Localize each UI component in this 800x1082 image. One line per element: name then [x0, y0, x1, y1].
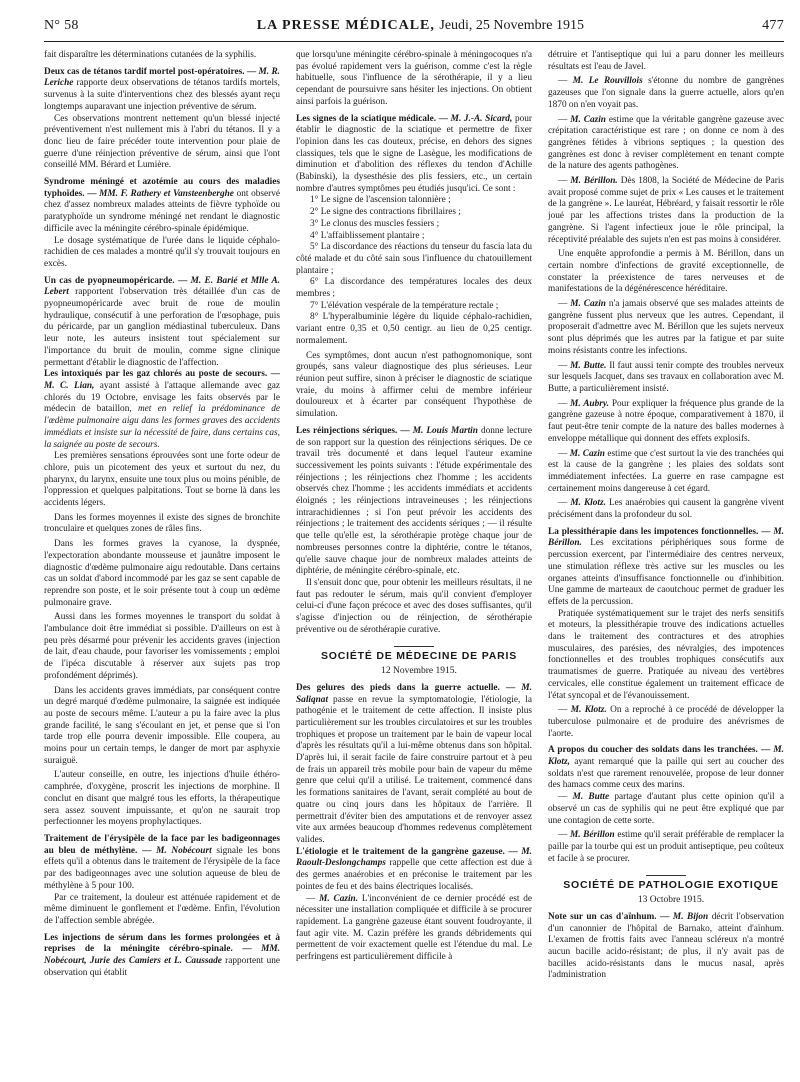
paragraph-text: Dès 1808, la Société de Médecine de Paris avait proposé comme sujet de prix « Les causes et le traitement de la gangrène ». Le lauréat, Hébréard, y faisait ressortir le rôle joué par les affections tristes dans la production de la gangrène. Si l'agent infectieux joue le rôle principal, la réceptivité préalable des sujets n'en est pas moins à considérer. — [548, 176, 784, 245]
column-2 — [296, 50, 532, 1080]
page-header — [44, 18, 784, 40]
list-item: 1° Le signe de l'ascension talonnière ; — [310, 195, 451, 206]
paragraph: rapportent l'observation très détaillée d'un cas de pyopneumopéricarde avec bruit de roue de moulin hydraulique, consécutif à une perforation de l'œsophage, puis du péricarde, par un ganglion médiastinal tuberculeux. Dans leur note, les auteurs insistent tout spécialement sur l'importance du bruit de moulin, comme signe clinique permettant d'établir le diagnostic de l'affection. — [44, 287, 280, 368]
paragraph-text: estime qu'il serait préférable de remplacer la paille par la tourbe qui est un produit antiseptique, peu coûteux et facile à se procurer. — [548, 830, 784, 864]
paragraph: Dans les accidents graves immédiats, par conséquent contre un degré marqué d'œdème pulmonaire, la saignée est indiquée au poste de secours même. L'auteur a pu la faire avec la plus grande facilité, le sang s'écoulant en jet, et pense que si l'on tarde trop elle pourra devenir impossible. Elle coupera, au moins pour un certain temps, le danger de mort par asphyxie suraiguë. — [44, 685, 280, 766]
article-heading: Les intoxiqués par les gaz chlorés au poste de secours. — M. C. Lian, ayant assisté à l'attaque allemande avec gaz chlorés du 19 Octobre, envisage les faits observés par le médecin de bataillon, met en relief la prédominance de l'œdème pulmonaire aigu dans les formes graves des accidents immédiats et insiste sur la nécessité de faire, dans certains cas, la saignée au poste de secours. — [44, 369, 280, 450]
paragraph: — M. Le Rouvillois s'étonne du nombre de gangrènes gazeuses que l'on signale dans la guerre actuelle, alors qu'en 1870 on n'en voyait pas. — [548, 76, 784, 110]
paragraph: rapporte deux observations de tétanos tardifs mortels, survenus à la suite d'interventions chez des blessés ayant reçu longtemps auparavant une injection préventive de sérum. — [44, 78, 280, 112]
article-heading: L'étiologie et le traitement de la gangrène gazeuse. — M. Raoult-Deslongchamps rappelle que cette affection est due à des germes anaérobies et en préconise le traitement par les pointes de feu et des bains électriques localisés. — [296, 846, 532, 892]
paragraph-text: estime que c'est surtout la vie des tranchées qui est la cause de la gangrène ; les plaies des soldats sont immédiatement infectées. La guerre en rase campagne est certainement moins dangereuse à cet égard. — [548, 448, 784, 494]
paragraph: rappelle que cette affection est due à des germes anaérobies et en préconise le traitement par les pointes de feu et des bains électriques localisés. — [296, 858, 532, 892]
section-divider — [646, 875, 686, 876]
paragraph: L'auteur conseille, en outre, les injections d'huile éthéro-camphrée, d'oxygène, proscrit les injections de morphine. Il conclut en disant que malgré tous les efforts, la thérapeutique sera assez souvent impuissante, et qu'on ne saurait trop perfectionner les moyens prophylactiques. — [44, 770, 280, 828]
paragraph-text: estime que la véritable gangrène gazeuse avec crépitation caractéristique est rare ; on donne ce nom à des gangrènes fétides à vibrions septiques ; la question des gangrènes est donc à reviser complètement en tenant compte de la nature des agents pathogènes. — [548, 114, 784, 172]
society-date: 12 Novembre 1915. — [381, 666, 457, 677]
issue-number: N° 58 — [44, 18, 79, 33]
article-title: Deux cas de tétanos tardif mortel post-opératoires. — [44, 66, 245, 77]
article-title: Note sur un cas d'aïnhum. — [548, 911, 657, 922]
article-author: M. Bérillon. — [548, 526, 784, 549]
speaker: M. Butte. — [570, 360, 607, 371]
article-title: La plessithérapie dans les impotences fonctionnelles. — [548, 526, 759, 537]
article-author: M. R. Leriche — [44, 66, 280, 89]
paragraph: ayant remarqué que la paille qui sert au coucher des soldats n'est que rarement renouvelée, propose de leur donner des hamacs comme ceux des marins. — [548, 757, 784, 791]
society-date: 13 Octobre 1915. — [637, 895, 705, 906]
article-author: M. J.-A. Sicard, — [450, 113, 513, 124]
paragraph: Dans les formes moyennes il existe des signes de bronchite tronculaire et quelques zones de râles fins. — [44, 512, 280, 535]
page-number: 477 — [762, 18, 784, 33]
list-item: 8° L'hyperalbuminie légère du liquide céphalo-rachidien, variant entre 0,35 et 0,50 centigr. au lieu de 0,25 centigr. normalement. — [296, 312, 532, 346]
speaker: M. Butte — [572, 792, 610, 803]
paragraph: Pratiquée systématiquement sur le trajet des nerfs sensitifs et moteurs, la plessithérapie trouve des indications actuelles dans le traitement des contractures et des atrophies musculaires, des parésies, des névralgies, des impotences fonctionnelles et des troubles trophiques consécutifs aux traumatismes de guerre. Pratiquée au niveau des vertèbres cervicales, elle constitue également un traitement efficace de l'état syncopal et de l'évanouissement. — [548, 608, 784, 701]
paragraph: — M. Aubry. Pour expliquer la fréquence plus grande de la gangrène gazeuse à notre époque, comparativement à 1870, il faut peut-être tenir compte de la nature des balles modernes à enveloppe métallique qui donnent des effets explosifs. — [548, 398, 784, 444]
paragraph: fait disparaître les déterminations cutanées de la syphilis. — [44, 50, 257, 60]
paragraph: Les premières sensations éprouvées sont une forte odeur de chlore, puis un picotement des yeux et surtout du nez, du pharynx, du larynx, ensuite une toux plus ou moins pénible, de l'oppression et quelques palpitations. Tout se borne là dans les accidents légers. — [44, 451, 280, 509]
article-title: L'étiologie et le traitement de la gangrène gazeuse. — [296, 846, 505, 857]
paragraph-text: Il faut aussi tenir compte des troubles nerveux sur lesquels Jacquet, dans ses travaux en collaboration avec M. Butte, a particulièrement insisté. — [548, 360, 784, 394]
paragraph: Par ce traitement, la douleur est atténuée rapidement et de même diminuent le gonflement et l'œdème. Enfin, l'évolution de l'affection semble abrégée. — [44, 892, 280, 926]
paragraph: Il s'ensuit donc que, pour obtenir les meilleurs résultats, il ne faut pas redouter le sérum, mais qu'il convient d'employer celui-ci d'une façon précoce et avec des doses suffisantes, qu'il s'agisse d'injection ou de réinjection, de sérothérapie préventive ou de sérothérapie curative. — [296, 577, 532, 635]
speaker: M. Cazin — [569, 448, 605, 459]
article-heading: Traitement de l'érysipèle de la face par les badigeonnages au bleu de méthylène. — M. Nobécourt signale les bons effets qu'il a obtenus dans le traitement de l'érysipèle de la face par des badigeonnages avec une solution aqueuse de bleu de méthylène à 5 pour 100. — [44, 834, 280, 891]
paragraph: Les excitations périphériques sous forme de percussion exercent, par l'intermédiaire des centres nerveux, une stimulation réflexe très active sur les muscles ou les organes atteints d'insuffisance fonctionnelle ou d'inhibition. Une gamme de marteaux de caoutchouc permet de graduer les effets de la percussion. — [548, 538, 784, 607]
article-author: M. Raoult-Deslongchamps — [296, 846, 532, 869]
paragraph-text: n'a jamais observé que ses malades atteints de gangrène fussent plus nerveux que les autres. Cependant, il proposerait d'admettre avec M. Bérillon que les sujets nerveux sont plus déprimés que les autres par la fatigue et par suite moins résistants contre les infections. — [548, 299, 784, 356]
speaker: M. Cazin. — [319, 893, 359, 904]
article-heading: Les signes de la sciatique médicale. — M. J.-A. Sicard, pour établir le diagnostic de la sciatique et permettre de fixer l'opinion dans les cas douteux, précise, en dehors des signes classiques, tels que le signe de Lasègue, les modifications de diminution et d'abolition des réflexes du tendon d'Achille (Babinski), la dysesthésie des plis fessiers, etc., un certain nombre d'autres symptômes peu étudiés jusqu'ici. Ce sont : — [296, 113, 532, 194]
paragraph: — M. Cazin estime que la véritable gangrène gazeuse avec crépitation caractéristique est rare ; on donne ce nom à des gangrènes fétides à vibrions septiques ; la question des gangrènes est donc à reviser complètement en tenant compte de la nature des agents pathogènes. — [548, 114, 784, 172]
paragraph: Aussi dans les formes moyennes le transport du soldat à l'ambulance doit être immédiat si possible. D'ailleurs on est à peu près désarmé pour prévenir les accidents graves (injection de lait, d'eau chaude, pour favoriser les vomissements ; emploi de l'ipéca discutable à réserver aux sujets pas trop profondément déprimés). — [44, 612, 280, 681]
paragraph: — M. Butte partage d'autant plus cette opinion qu'il a observé un cas de syphilis qui ne peut être expliqué que par une contagion de cette sorte. — [548, 792, 784, 826]
article-title: Des gelures des pieds dans la guerre actuelle. — [296, 682, 500, 693]
paragraph: Dans les formes graves la cyanose, la dyspnée, l'expectoration abondante mousseuse et jaunâtre imposent le diagnostic d'œdème pulmonaire aigu redoutable. Dans certains cas un soldat d'abord incommodé par les gaz se sent capable de reprendre son poste, et le soir présente tout à coup un œdème pulmonaire grave. — [44, 539, 280, 608]
paragraph: ayant assisté à l'attaque allemande avec gaz chlorés du 19 Octobre, envisage les faits observés par le médecin de bataillon, — [44, 380, 280, 415]
paragraph-text: s'étonne du nombre de gangrènes gazeuses que l'on signale dans la guerre actuelle, alors qu'en 1870 on n'en voyait pas. — [548, 76, 784, 110]
issue-date: Jeudi, 25 Novembre 1915 — [439, 18, 585, 33]
article-title: Les réinjections sériques. — [296, 425, 398, 436]
article-author: M. Louis Martin — [412, 425, 478, 436]
paragraph: — M. Bérillon. Dès 1808, la Société de Médecine de Paris avait proposé comme sujet de prix « Les causes et le traitement de la gangrène ». Le lauréat, Hébréard, y faisait ressortir le rôle joué par les affections tristes dans la production de la gangrène. Si l'agent infectieux joue le rôle principal, la réceptivité préalable des sujets n'en est pas moins à considérer. — [548, 176, 784, 245]
article-heading: Les injections de sérum dans les formes prolongées et à reprises de la méningite cérébro-spinale. — MM. Nobécourt, Jurie des Camiers et L. Caussade rapportent une observation qui établit — [44, 932, 280, 978]
paragraph: ont observé chez d'assez nombreux malades atteints de fièvre typhoïde ou paratyphoïde un syndrome méningé net rendant le diagnostic difficile avec la méningite cérébro-spinale épidémique. — [44, 188, 280, 234]
journal-title-line — [257, 18, 584, 34]
emphasis-text: met en relief la prédominance de l'œdème pulmonaire aigu dans les formes graves des accidents immédiats et insiste sur la nécessité de faire, dans certains cas, la saignée au poste de secours. — [44, 404, 280, 450]
journal-name: LA PRESSE MÉDICALE, — [256, 18, 435, 33]
article-title: Les signes de la sciatique médicale. — [296, 113, 437, 124]
speaker: M. Bérillon — [569, 830, 615, 841]
list-item: 7° L'élévation vespérale de la température rectale ; — [310, 300, 499, 311]
article-title: Syndrome méningé et azotémie au cours des maladies typhoïdes. — [44, 177, 280, 199]
speaker: M. Klotz. — [570, 705, 607, 716]
article-heading: Les réinjections sériques. — M. Louis Martin donne lecture de son rapport sur la question des réinjections sériques. De ce travail très documenté et dans lequel l'auteur examine successivement les points suivants : l'étude expérimentale des réinjections ; les réinjections chez l'homme ; les accidents observés chez l'homme ; les accidents immédiats et accidents éloignés ; les réinjections intraveineuses ; les réinjections intrarachidiennes ; si l'on peut prévoir les accidents des réinjections ; le traitement des accidents sériques ; — il résulte que telle qu'elle est, la sérothérapie protège chaque jour de nombreuses personnes contre la diphtérie, contre le tétanos, qu'elle sauve chaque jour de nombreux malades atteints de diphtérie, de méningite cérébro-spinale, etc. — [296, 425, 532, 577]
paragraph: passe en revue la symptomatologie, l'étiologie, la pathogénie et le traitement de cette affection. Il insiste plus particulièrement sur les troubles circulatoires et sur les troubles trophiques et propose un traitement par le bain de vapeur local d'après les résultats qu'il a lui-même obtenus dans son hôpital. D'après lui, il serait facile de faire construire partout et à peu de frais un appareil très mobile pour bain de vapeur du même genre que celui qu'il a utilisé. Le traitement, commencé dans les formations sanitaires de l'avant, serait complété au bout de quatre ou cinq jours dans les hôpitaux de l'arrière. Il permettrait d'éviter bien des amputations et de renvoyer assez vite aux armées beaucoup d'hommes redevenus complètement valides. — [296, 694, 532, 845]
article-title: Un cas de pyopneumopéricarde. — [44, 275, 175, 286]
article-author: M. Klotz, — [548, 745, 784, 768]
paragraph: — M. Cazin. L'inconvénient de ce dernier procédé est de nécessiter une installation compliquée et difficile à se procurer rapidement. La gangrène gazeuse étant souvent foudroyante, il faut agir vite. M. Cazin préfère les grands débridements qui permettent de voir exactement quelle est l'étendue du mal. Le perfringens est particulièrement difficile à — [296, 893, 532, 963]
speaker: M. Cazin — [570, 299, 606, 310]
article-heading: Note sur un cas d'aïnhum. — M. Bijon décrit l'observation d'un canonnier de l'hôpital de Barnako, atteint d'aïnhum. L'examen de frottis faits avec l'anneau scléreux n'a montré aucun bacille acido-résistant; de plus, il n'y avait pas de bacilles acido-résistants dans le mucus nasal, après l'administration — [548, 911, 784, 981]
society-heading: SOCIÉTÉ DE PATHOLOGIE EXOTIQUE — [563, 879, 779, 892]
paragraph-text: Pour expliquer la fréquence plus grande de la gangrène gazeuse à notre époque, comparativement à 1870, il faut peut-être tenir compte de la nature des balles modernes à enveloppe métallique qui donnent des effets explosifs. — [548, 398, 784, 444]
society-heading: SOCIÉTÉ DE MÉDECINE DE PARIS — [320, 650, 518, 663]
speaker: M. Cazin — [570, 114, 606, 125]
paragraph-text: partage d'autant plus cette opinion qu'il a observé un cas de syphilis qui ne peut être expliqué que par une contagion de cette sorte. — [548, 792, 784, 826]
paragraph: Une enquête approfondie a permis à M. Bérillon, dans un certain nombre d'infections de gravité exceptionnelle, de constater la préexistence de tares nerveuses et de manifestations de la dégénérescence héréditaire. — [548, 249, 784, 295]
section-divider — [394, 646, 434, 647]
column-1 — [44, 50, 280, 1080]
symptom-list — [296, 195, 532, 347]
article-author: MM. F. Rathery et Vansteenberghe — [99, 188, 234, 199]
paragraph: détruire et l'antiseptique qui lui a paru donner les meilleurs résultats est l'eau de Javel. — [548, 50, 784, 72]
article-author: M. C. Lian, — [44, 380, 95, 391]
article-heading: Des gelures des pieds dans la guerre actuelle. — M. Saliqnat passe en revue la symptomatologie, l'étiologie, la pathogénie et le traitement de cette affection. Il insiste plus particulièrement sur les troubles circulatoires et sur les troubles trophiques et propose un traitement par le bain de vapeur local d'après les résultats qu'il a lui-même obtenus dans son hôpital. D'après lui, il serait facile de faire construire partout et à peu de frais un appareil très mobile pour bain de vapeur du même genre que celui qu'il a utilisé. Le traitement, commencé dans les formations sanitaires de l'avant, serait complété au bout de quatre ou cinq jours dans les hôpitaux de l'arrière. Il permettrait d'éviter bien des amputations et de renvoyer assez vite aux armées beaucoup d'hommes redevenus complètement valides. — [296, 682, 532, 845]
paragraph-text: Les anaérobies qui causent la gangrène vivent précisément dans la profondeur du sol. — [548, 498, 784, 521]
article-heading: Syndrome méningé et azotémie au cours des maladies typhoïdes. — MM. F. Rathery et Vansteenberghe ont observé chez d'assez nombreux malades atteints de fièvre typhoïde ou paratyphoïde un syndrome méningé net rendant le diagnostic difficile avec la méningite cérébro-spinale épidémique. — [44, 177, 280, 234]
newspaper-page — [44, 0, 784, 1082]
article-heading: Un cas de pyopneumopéricarde. — M. E. Barié et Mlle A. Lebert rapportent l'observation très détaillée d'un cas de pyopneumopéricarde avec bruit de roue de moulin hydraulique, consécutif à une perforation de l'œsophage, puis du péricarde, par un ganglion médiastinal tuberculeux. Dans leur note, les auteurs insistent tout spécialement sur l'importance du bruit de moulin, comme signe clinique permettant d'établir le diagnostic de l'affection. — [44, 275, 280, 368]
paragraph: — M. Cazin n'a jamais observé que ses malades atteints de gangrène fussent plus nerveux que les autres. Cependant, il proposerait d'admettre avec M. Bérillon que les sujets nerveux sont plus déprimés que les autres par la fatigue et par suite moins résistants contre les infections. — [548, 299, 784, 356]
article-author: M. Bijon — [672, 911, 709, 922]
speaker: M. Le Rouvillois — [572, 76, 643, 87]
list-item: 2° Le signe des contractions fibrillaires ; — [310, 207, 461, 218]
list-item: 3° Le clonus des muscles fessiers ; — [310, 218, 440, 229]
article-title: Les intoxiqués par les gaz chlorés au poste de secours. — [44, 369, 268, 380]
article-heading: A propos du coucher des soldats dans les tranchées. — M. Klotz, ayant remarqué que la paille qui sert au coucher des soldats n'est que rarement renouvelée, propose de leur donner des hamacs comme ceux des marins. — [548, 745, 784, 791]
paragraph-text: L'inconvénient de ce dernier procédé est de nécessiter une installation compliquée et difficile à se procurer rapidement. La gangrène gazeuse étant souvent foudroyante, il faut agir vite. M. Cazin préfère les grands débridements qui permettent de voir exactement quelle est l'étendue du mal. Le perfringens est particulièrement difficile à — [296, 893, 532, 963]
article-title: A propos du coucher des soldats dans les tranchées. — [548, 745, 758, 756]
list-item: 6° La discordance des températures locales des deux membres ; — [296, 277, 532, 300]
paragraph: que lorsqu'une méningite cérébro-spinale à méningocoques n'a pas évolué rapidement vers la guérison, comme c'est la règle habituelle, sous l'influence de la sérothérapie, il y a lieu cependant de poursuivre sans hésiter les injections. On obtient ainsi parfois la guérison. — [296, 50, 532, 107]
list-item: 5° La discordance des réactions du tenseur du fascia lata du côté malade et du côté sain sous l'influence du chatouillement plantaire ; — [296, 242, 532, 276]
paragraph: — M. Cazin estime que c'est surtout la vie des tranchées qui est la cause de la gangrène ; les plaies des soldats sont immédiatement infectées. La guerre en rase campagne est certainement moins dangereuse à cet égard. — [548, 448, 784, 494]
article-author: M. Saliqnat — [296, 682, 532, 705]
speaker: M. Bérillon. — [570, 176, 618, 187]
article-heading: Deux cas de tétanos tardif mortel post-opératoires. — M. R. Leriche rapporte deux observations de tétanos tardifs mortels, survenus à la suite d'interventions chez des blessés ayant reçu longtemps auparavant une injection préventive de sérum. — [44, 66, 280, 112]
paragraph: Ces symptômes, dont aucun n'est pathognomonique, sont groupés, sans valeur diagnostique des plus sérieuses. Leur réunion peut suffire, sinon à préciser le diagnostic de sciatique vraie, du moins à affirmer celui de membre inférieur douloureux et à écarter par conséquent l'hypothèse de simulation. — [296, 350, 532, 420]
speaker: M. Aubry. — [570, 398, 609, 409]
paragraph-text: On a reproché à ce procédé de développer la tuberculose pulmonaire et de produire des anévrismes de l'aorte. — [548, 705, 784, 739]
header-rule — [44, 41, 784, 42]
speaker: M. Klotz. — [570, 498, 606, 509]
article-author: M. E. Barié et Mlle A. Lebert — [44, 275, 280, 298]
article-title: Traitement de l'érysipèle de la face par les badigeonnages au bleu de méthylène. — [44, 834, 280, 856]
list-item: 4° L'affaiblissement plantaire ; — [310, 230, 425, 241]
paragraph: décrit l'observation d'un canonnier de l'hôpital de Barnako, atteint d'aïnhum. L'examen de frottis faits avec l'anneau scléreux n'a montré aucun bacille acido-résistant; de plus, il n'y avait pas de bacilles acido-résistants dans le mucus nasal, après l'administration — [548, 911, 784, 981]
paragraph: — M. Klotz. On a reproché à ce procédé de développer la tuberculose pulmonaire et de produire des anévrismes de l'aorte. — [548, 705, 784, 739]
paragraph: — M. Butte. Il faut aussi tenir compte des troubles nerveux sur lesquels Jacquet, dans ses travaux en collaboration avec M. Butte, a particulièrement insisté. — [548, 360, 784, 394]
paragraph: rapportent une observation qui établit — [44, 956, 280, 978]
paragraph: donne lecture de son rapport sur la question des réinjections sériques. De ce travail très documenté et dans lequel l'auteur examine successivement les points suivants : l'étude expérimentale des réinjections ; les réinjections chez l'homme ; les accidents observés chez l'homme ; les accidents immédiats et accidents éloignés ; les réinjections intraveineuses ; les réinjections intrarachidiennes ; si l'on peut prévoir les accidents des réinjections ; le traitement des accidents sériques ; — il résulte que telle qu'elle est, la sérothérapie protège chaque jour de nombreuses personnes contre la diphtérie, contre le tétanos, qu'elle sauve chaque jour de nombreux malades atteints de diphtérie, de méningite cérébro-spinale, etc. — [296, 425, 532, 577]
paragraph: — M. Bérillon estime qu'il serait préférable de remplacer la paille par la tourbe qui est un produit antiseptique, peu coûteux et facile à se procurer. — [548, 830, 784, 864]
paragraph: — M. Klotz. Les anaérobies qui causent la gangrène vivent précisément dans la profondeur du sol. — [548, 498, 784, 521]
paragraph: Ces observations montrent nettement qu'un blessé injecté préventivement n'est nullement mis à l'abri du tétanos. Il y a donc lieu de faire précéder toute intervention pour plaie de guerre d'une réinjection préventive de sérum, ainsi que l'ont conseillé MM. Bérard et Lumière. — [44, 113, 280, 171]
column-3 — [548, 50, 784, 1080]
paragraph: pour établir le diagnostic de la sciatique et permettre de fixer l'opinion dans les cas douteux, précise, en dehors des signes classiques, tels que le signe de Lasègue, les modifications de diminution et d'abolition des réflexes du tendon d'Achille (Babinski), la dysesthésie des plis fessiers, etc., un certain nombre d'autres symptômes peu étudiés jusqu'ici. Ce sont : — [296, 113, 532, 194]
article-author: MM. Nobécourt, Jurie des Camiers et L. Caussade — [44, 944, 280, 967]
paragraph: Le dosage systématique de l'urée dans le liquide céphalo-rachidien de ces malades a montré qu'il s'y trouvait toujours en excès. — [44, 235, 280, 269]
article-title: Les injections de sérum dans les formes prolongées et à reprises de la méningite cérébro-spinale. — [44, 932, 280, 955]
paragraph: signale les bons effets qu'il a obtenus dans le traitement de l'érysipèle de la face par des badigeonnages avec une solution aqueuse de bleu de méthylène à 5 pour 100. — [44, 845, 280, 891]
article-author: M. Nobécourt — [156, 845, 212, 856]
article-heading: La plessithérapie dans les impotences fonctionnelles. — M. Bérillon. Les excitations périphériques sous forme de percussion exercent, par l'intermédiaire des centres nerveux, une stimulation réflexe très active sur les muscles ou les organes atteints d'insuffisance fonctionnelle ou d'inhibition. Une gamme de marteaux de caoutchouc permet de graduer les effets de la percussion. — [548, 526, 784, 607]
